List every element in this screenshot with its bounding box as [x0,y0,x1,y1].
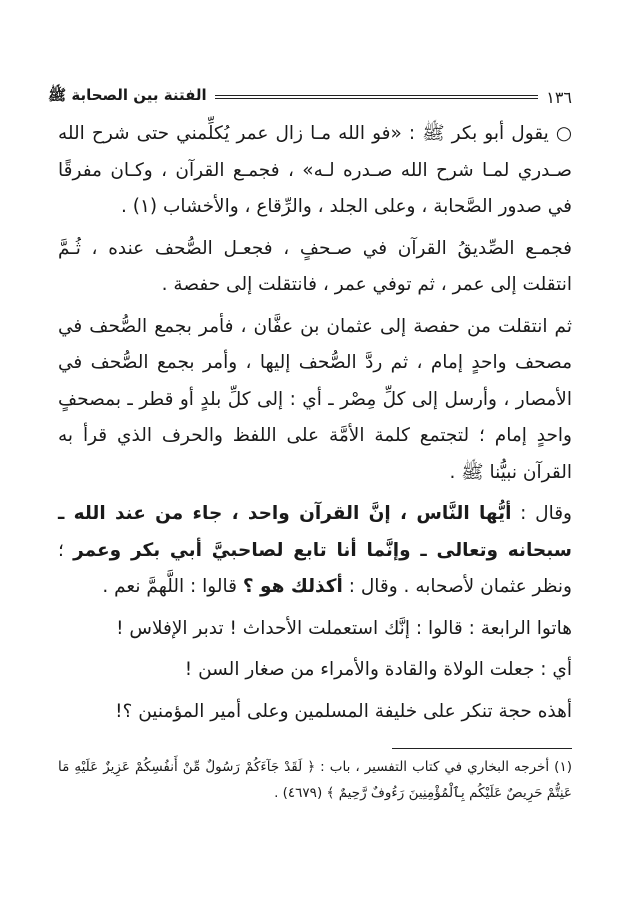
speech-middle: ؛ ونظر عثمان لأصحابه . وقال : [58,539,572,597]
speech-answer: قالوا : اللَّهمَّ نعم . [102,576,243,597]
paragraph-uthman-mushaf: ثم انتقلت من حفصة إلى عثمان بن عفَّان ، فأمر بجمع الصُّحف في مصحف واحدٍ إمام ، ثم ردَّ الصُّحف إليها ، وأمر بجمع الصُّحف في الأمصار ، وأرسل إلى كلِّ مِصْر ـ أي : إلى كلِّ بلدٍ أو قطر ـ بمصحفٍ واحدٍ إمام ؛ لتجتمع كلمة الأمَّة على اللفظ والحرف الذي قرأ به القرآن نبيُّنا ﷺ . [58,315,572,483]
paragraph-siddiq-collection: فجمـع الصِّديقُ القرآن في صـحفٍ ، فجعـل الصُّحف عنده ، ثُـمَّ انتقلت إلى عمر ، ثم توفي عمر ، فانتقلت إلى حفصة . [58,237,572,295]
page-number: ١٣٦ [546,87,572,107]
speech-intro: وقال : [511,503,572,524]
footnote-rule [392,748,572,749]
header-rule [215,95,539,99]
paragraph-uthman-speech [58,496,572,606]
body-text [58,116,572,735]
speech-quote: أيُّها النَّاس ، إنَّ القرآن واحد ، جاء من عند الله ـ سبحانه وتعالى ـ وإنَّما أنا تابع لصاحبيَّ أبي بكر وعمر [58,503,572,561]
running-title: الفتنة بين الصحابة ﷺ [48,86,207,104]
page-header [48,84,572,110]
speech-question: أكذلك هو ؟ [242,576,343,597]
paragraph-abu-bakr: ○ يقول أبو بكر ﷺ : «فو الله مـا زال عمر يُكلِّمني حتى شرح الله صـدري لمـا شرح الله صـدره لـه» ، فجمـع القرآن ، وكـان مفرقًا في صدور الصَّحابة ، وعلى الجلد ، والرِّقاع ، والأخشاب (١) . [58,123,572,217]
paragraph-young-governors: أي : جعلت الولاة والقادة والأمراء من صغار السن ! [184,659,572,680]
paragraph-fourth-charge: هاتوا الرابعة : قالوا : إنَّك استعملت الأحداث ! تدبر الإفلاس ! [116,617,572,639]
footnote: (١) أخرجه البخاري في كتاب التفسير ، باب : ﴿ لَقَدْ جَآءَكُمْ رَسُولٌ مِّنْ أَنفُسِكُمْ عَزِيزٌ عَلَيْهِ مَا عَنِتُّمْ حَرِيصٌ عَلَيْكُم بِٱلْمُؤْمِنِينَ رَءُوفٌ رَّحِيمٌ ﴾ (٤٦٧٩) . [58,759,572,801]
paragraph-rhetorical-question: أهذه حجة تنكر على خليفة المسلمين وعلى أمير المؤمنين ؟! [115,700,572,722]
